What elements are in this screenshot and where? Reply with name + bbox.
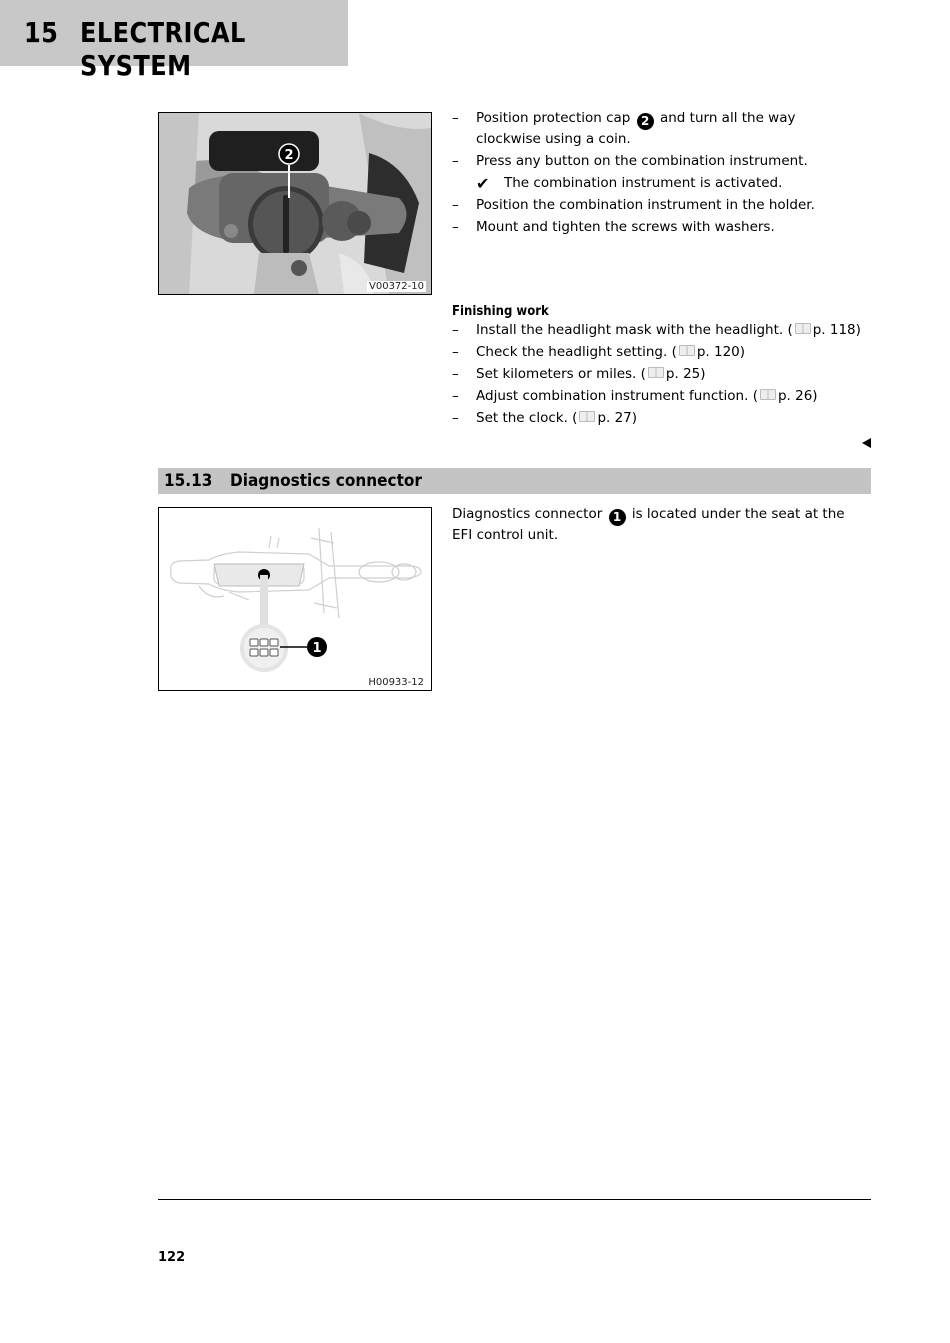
figure-code: H00933-12	[368, 677, 424, 688]
finishing-item	[452, 321, 862, 340]
dash: –	[452, 219, 459, 235]
step-item	[452, 218, 862, 237]
step-text: and turn all the way clockwise using a coin.	[476, 110, 796, 147]
dash: –	[452, 410, 459, 426]
finishing-list	[452, 321, 862, 431]
chapter-number: 15	[24, 16, 59, 49]
chapter-tab	[0, 0, 348, 82]
finishing-item	[452, 387, 862, 406]
figure-code: V00372-10	[369, 281, 424, 292]
dash: –	[452, 366, 459, 382]
page-reference-link[interactable]: p. 26)	[777, 388, 818, 404]
diagnostics-diagram-figure	[158, 507, 432, 691]
step-text: Position protection cap	[476, 110, 631, 126]
footer-divider	[158, 1199, 871, 1200]
item-text: Set the clock. (	[476, 410, 578, 426]
section-header	[158, 468, 871, 494]
dash: –	[452, 322, 459, 338]
step-item	[452, 152, 862, 171]
step-text: Position the combination instrument in the holder.	[476, 197, 815, 213]
result-item	[452, 174, 862, 193]
step-text: Mount and tighten the screws with washers.	[476, 219, 775, 235]
page-reference-link[interactable]: p. 118)	[812, 322, 861, 338]
diagnostics-description	[452, 505, 852, 545]
book-reference-icon	[679, 345, 695, 356]
section-number: 15.13	[164, 471, 213, 491]
dash: –	[452, 153, 459, 169]
item-text: Check the headlight setting. (	[476, 344, 677, 360]
callout-badge: 2	[637, 113, 654, 130]
book-reference-icon	[760, 389, 776, 400]
page-reference-link[interactable]: p. 25)	[665, 366, 706, 382]
callout-badge: 1	[609, 509, 626, 526]
result-text: The combination instrument is activated.	[504, 175, 783, 191]
dash: –	[452, 110, 459, 126]
finishing-item	[452, 365, 862, 384]
book-reference-icon	[579, 411, 595, 422]
section-end-icon	[862, 438, 871, 448]
item-text: Set kilometers or miles. (	[476, 366, 646, 382]
item-text: Adjust combination instrument function. (	[476, 388, 758, 404]
section-title: Diagnostics connector	[230, 471, 422, 491]
page-reference-link[interactable]: p. 27)	[597, 410, 638, 426]
instrument-photo	[159, 113, 431, 294]
photo-callout: 2	[284, 148, 294, 163]
step-item	[452, 196, 862, 215]
item-text: Install the headlight mask with the headlight. (	[476, 322, 793, 338]
page-number: 122	[158, 1250, 186, 1265]
description-text: Diagnostics connector	[452, 506, 603, 522]
finishing-work-heading: Finishing work	[452, 304, 549, 319]
step-item	[452, 109, 862, 149]
book-reference-icon	[795, 323, 811, 334]
checkmark-icon: ✔	[476, 174, 490, 193]
page-reference-link[interactable]: p. 120)	[696, 344, 746, 360]
diagram-callout: 1	[312, 641, 322, 656]
dash: –	[452, 388, 459, 404]
finishing-item	[452, 409, 862, 428]
step-text: Press any button on the combination instrument.	[476, 153, 808, 169]
description-text: is located under the seat at the EFI control unit.	[452, 506, 845, 543]
book-reference-icon	[648, 367, 664, 378]
steps-list	[452, 109, 862, 240]
finishing-item	[452, 343, 862, 362]
motorcycle-top-view-diagram	[159, 508, 431, 690]
chapter-title: ELECTRICAL SYSTEM	[80, 16, 246, 82]
dash: –	[452, 344, 459, 360]
dash: –	[452, 197, 459, 213]
instrument-photo-figure	[158, 112, 432, 295]
